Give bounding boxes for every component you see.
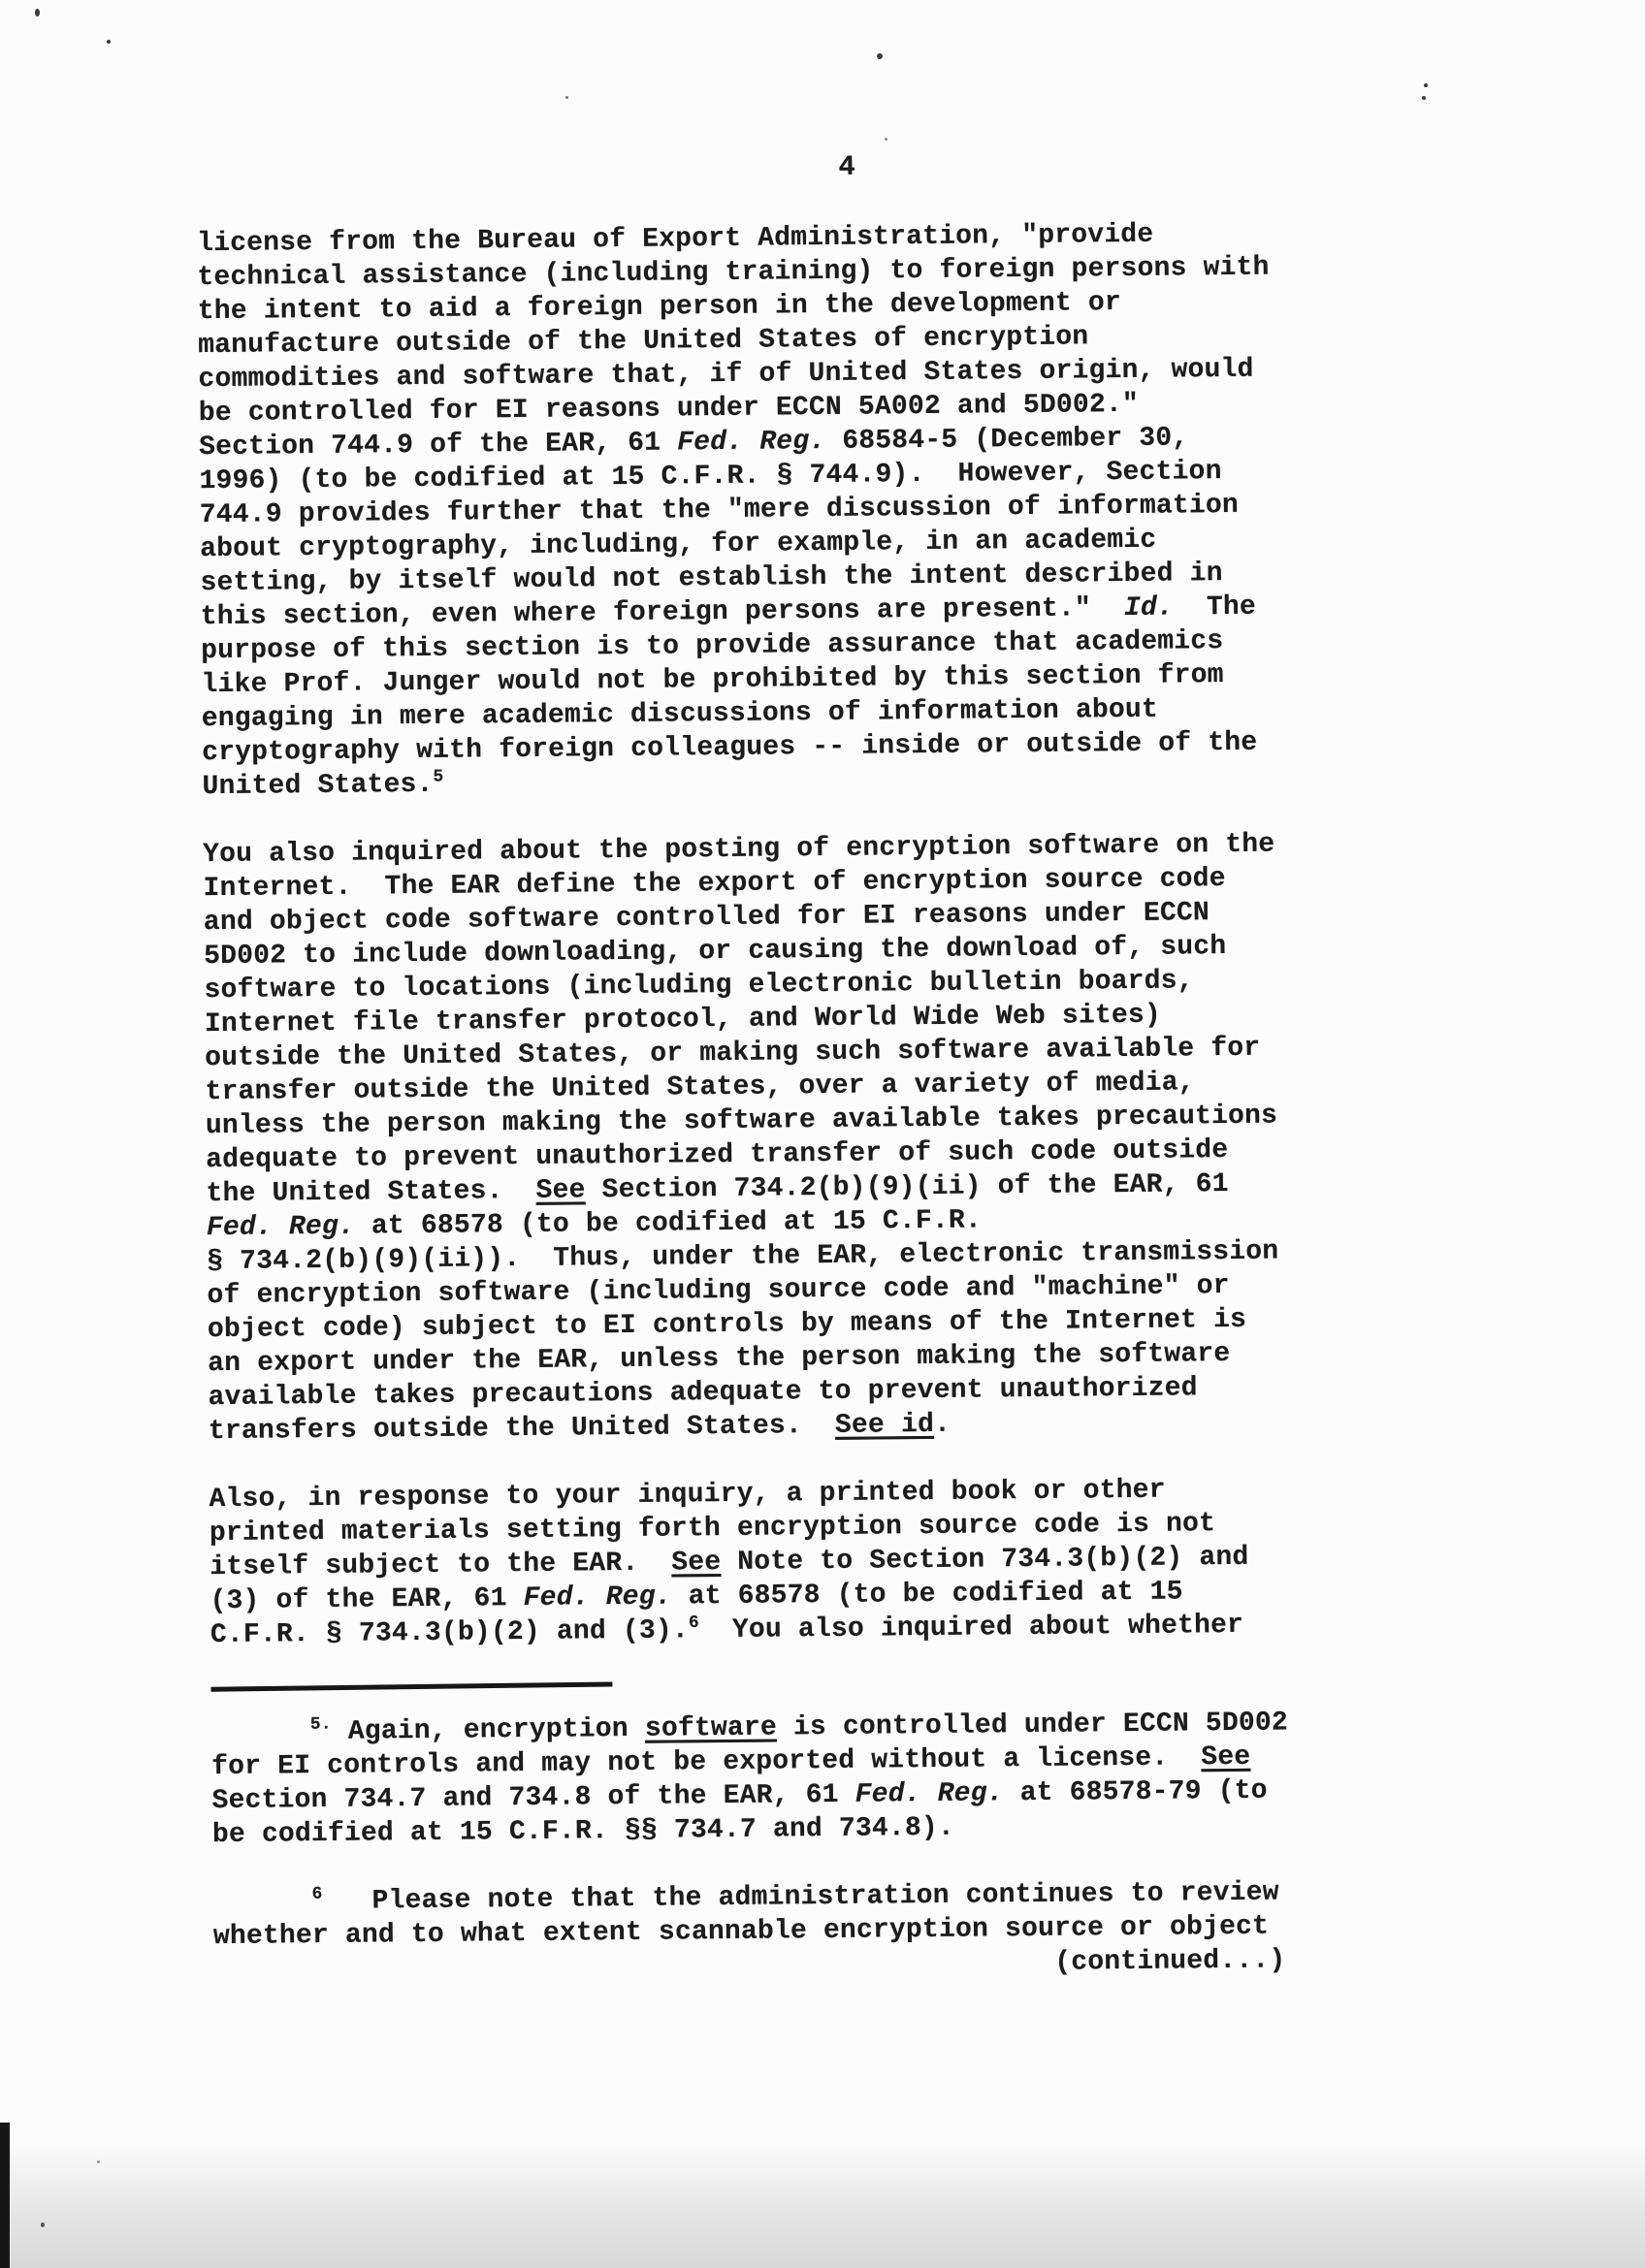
- scan-edge-shadow: [0, 2123, 10, 2268]
- text-segment: Fed. Reg.: [677, 426, 826, 459]
- scan-artifact: [35, 9, 40, 16]
- paragraph-3: [209, 1472, 1355, 1652]
- text-segment: Section 744.9 of the EAR, 61: [199, 428, 678, 463]
- text-segment: of encryption software (including source code and "machine" or: [207, 1270, 1230, 1312]
- text-segment: engaging in mere academic discussions of information about: [201, 694, 1159, 735]
- text-segment: Section 734.7 and 734.8 of the EAR, 61: [211, 1779, 855, 1817]
- text-segment: Again, encryption: [331, 1713, 646, 1747]
- footnote-6: [212, 1875, 1358, 1988]
- text-segment: transfers outside the United States.: [208, 1410, 836, 1448]
- text-segment: See id: [834, 1409, 935, 1441]
- text-segment: See: [535, 1175, 586, 1206]
- text-segment: [212, 1887, 311, 1918]
- scan-artifact: [885, 138, 887, 141]
- text-segment: purpose of this section is to provide assurance that academics: [201, 626, 1224, 667]
- text-segment: 5: [433, 767, 444, 787]
- text-segment: commodities and software that, if of United States origin, would: [198, 354, 1254, 396]
- footnote-5: [211, 1706, 1357, 1852]
- text-segment: Internet. The EAR define the export of encryption source code: [203, 864, 1226, 905]
- text-segment: Section 734.2(b)(9)(ii) of the EAR, 61: [585, 1169, 1229, 1206]
- text-segment: Fed. Reg.: [523, 1581, 672, 1614]
- text-segment: [211, 1717, 310, 1748]
- text-segment: adequate to prevent unauthorized transfer of such code outside: [206, 1135, 1229, 1176]
- text-segment: at 68578 (to be codified at 15 C.F.R.: [354, 1205, 983, 1242]
- text-segment: this section, even where foreign persons are present.": [200, 593, 1125, 633]
- text-segment: Fed. Reg.: [855, 1778, 1004, 1810]
- text-segment: software to locations (including electronic bulletin boards,: [204, 966, 1194, 1006]
- text-segment: technical assistance (including training) to foreign persons with: [197, 252, 1270, 294]
- text-segment: 6: [311, 1884, 323, 1904]
- scan-artifact: [107, 40, 111, 44]
- text-segment: .: [933, 1409, 952, 1440]
- text-segment: be controlled for EI reasons under ECCN 5A002 and 5D002.": [198, 389, 1140, 430]
- text-segment: 6: [688, 1613, 699, 1634]
- text-segment: Internet file transfer protocol, and World Wide Web sites): [204, 1000, 1162, 1040]
- text-segment: printed materials setting forth encryption source code is not: [209, 1509, 1216, 1549]
- text-segment: an export under the EAR, unless the person making the software: [208, 1338, 1231, 1380]
- scan-artifact: [877, 53, 883, 59]
- text-segment: cryptography with foreign colleagues -- inside or outside of the: [202, 727, 1258, 769]
- text-segment: (continued...): [213, 1945, 1286, 1987]
- text-segment: Fed. Reg.: [206, 1211, 356, 1244]
- text-segment: § 734.2(b)(9)(ii)). Thus, under the EAR, electronic transmission: [207, 1236, 1279, 1278]
- text-segment: like Prof. Junger would not be prohibited by this section from: [201, 660, 1224, 701]
- text-segment: The: [1173, 591, 1257, 623]
- document-body: [197, 216, 1358, 1988]
- text-segment: setting, by itself would not establish the intent described in: [200, 559, 1223, 599]
- text-segment: Please note that the administration continues to review: [322, 1877, 1279, 1918]
- scan-artifact: [97, 2160, 100, 2163]
- text-segment: outside the United States, or making such software available for: [205, 1033, 1261, 1074]
- footnote-separator: [210, 1681, 612, 1691]
- text-segment: 68584-5 (December 30,: [825, 423, 1189, 457]
- paragraph-1: [197, 216, 1347, 804]
- text-segment: You also inquired about the posting of encryption software on the: [203, 829, 1275, 871]
- text-segment: be codified at 15 C.F.R. §§ 734.7 and 734.8).: [211, 1812, 955, 1851]
- page-number: 4: [838, 150, 855, 183]
- text-segment: available takes precautions adequate to prevent unauthorized: [208, 1373, 1198, 1414]
- text-segment: Also, in response to your inquiry, a printed book or other: [209, 1475, 1166, 1516]
- text-segment: at 68578 (to be codified at 15: [671, 1577, 1183, 1613]
- scan-artifact: [41, 2222, 45, 2227]
- text-segment: for EI controls and may not be exported without a license.: [211, 1742, 1202, 1783]
- text-segment: You also inquired about whether: [698, 1610, 1244, 1646]
- text-segment: license from the Bureau of Export Administration, "provide: [197, 219, 1154, 260]
- text-segment: 1996) (to be codified at 15 C.F.R. § 744.9). However, Section: [199, 457, 1222, 497]
- scan-bottom-shading: [0, 2142, 1645, 2268]
- scan-artifact: [1422, 96, 1426, 100]
- text-segment: (3) of the EAR, 61: [210, 1583, 524, 1617]
- text-segment: 5D002 to include downloading, or causing the download of, such: [204, 932, 1227, 973]
- text-segment: manufacture outside of the United States of encryption: [198, 322, 1089, 362]
- text-segment: See: [1201, 1741, 1251, 1773]
- text-segment: Id.: [1123, 592, 1175, 624]
- text-segment: itself subject to the EAR.: [210, 1548, 672, 1583]
- text-segment: and object code software controlled for EI reasons under ECCN: [203, 898, 1210, 939]
- text-segment: at 68578-79 (to: [1003, 1775, 1268, 1809]
- text-segment: the United States.: [206, 1175, 536, 1210]
- text-segment: United States.: [202, 769, 434, 803]
- text-segment: software: [644, 1712, 778, 1744]
- text-segment: 744.9 provides further that the "mere discussion of information: [199, 490, 1240, 531]
- text-segment: object code) subject to EI controls by means of the Internet is: [207, 1304, 1247, 1346]
- text-segment: unless the person making the software available takes precautions: [205, 1101, 1278, 1142]
- text-segment: Note to Section 734.3(b)(2) and: [721, 1542, 1249, 1579]
- text-segment: the intent to aid a foreign person in the development or: [197, 288, 1122, 328]
- scan-artifact: [565, 96, 568, 99]
- text-segment: transfer outside the United States, over a variety of media,: [205, 1068, 1195, 1108]
- text-segment: is controlled under ECCN 5D002: [776, 1708, 1289, 1743]
- text-segment: See: [671, 1548, 722, 1579]
- text-segment: whether and to what extent scannable encryption source or object: [212, 1911, 1270, 1953]
- paragraph-2: [203, 827, 1353, 1449]
- text-segment: C.F.R. § 734.3(b)(2) and (3).: [210, 1615, 690, 1651]
- scan-artifact: [1424, 83, 1428, 87]
- text-segment: about cryptography, including, for example, in an academic: [200, 525, 1157, 565]
- text-segment: 5.: [309, 1714, 332, 1735]
